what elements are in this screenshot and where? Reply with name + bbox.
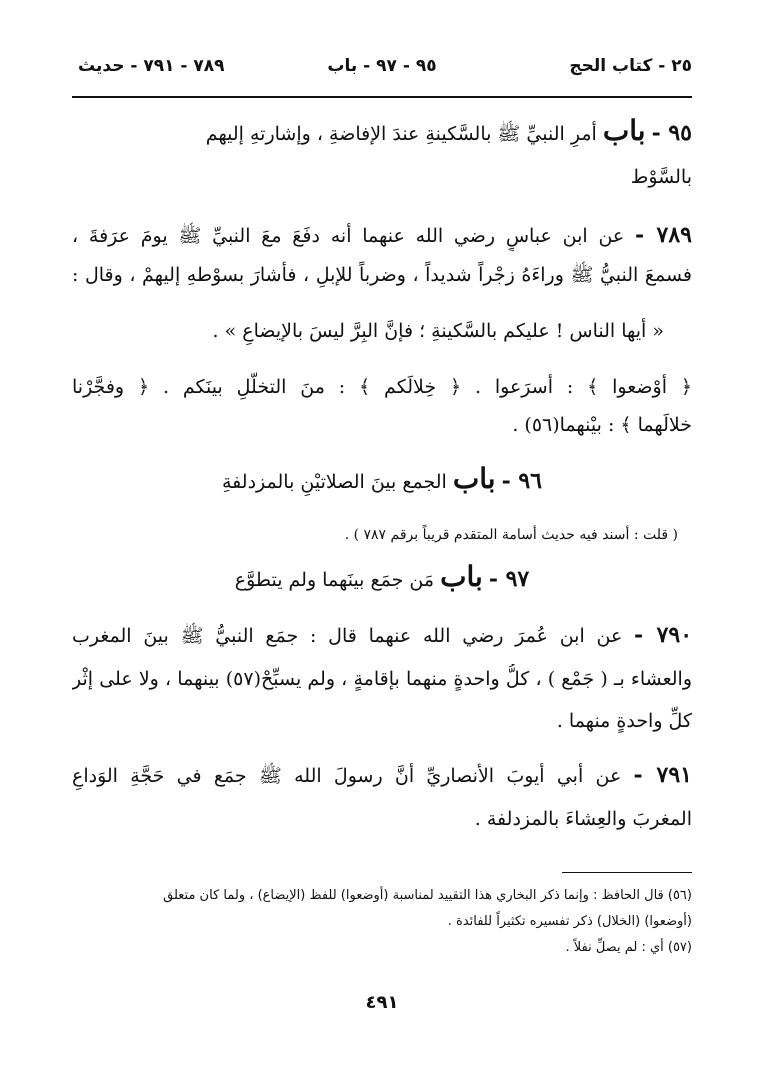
hadith-789-line-4: ﴿ أوْضعوا ﴾ : أسرَعوا . ﴿ خِلالَكم ﴾ : منَ التخلُّلِ بينَكم . ﴿ وفجَّرْنا — [72, 376, 692, 398]
footnote-56-line-1: (٥٦) قال الحافظ : وإنما ذكر البخاري هذا التقييد لمناسبة (أوضعوا) للفظ (الإيضاع) ، ولما كان متعلق — [163, 888, 692, 903]
page-number: ٤٩١ — [365, 992, 399, 1013]
running-header-babs: ٩٥ - ٩٧ - باب — [327, 56, 437, 76]
bab-95-heading — [72, 116, 692, 149]
bab-96-heading — [72, 464, 692, 497]
hadith-791-line-1 — [72, 760, 692, 791]
running-header-hadiths: ٧٨٩ - ٧٩١ - حديث — [78, 56, 225, 76]
hadith-text: عن ابن عباسٍ رضي الله عنهما أنه دفَعَ معَ النبيِّ ﷺ يومَ عرَفةَ ، — [72, 225, 625, 247]
hadith-text: عن أبي أيوبَ الأنصاريِّ أنَّ رسولَ الله ﷺ جمَع في حَجَّةِ الوَداعِ — [72, 765, 622, 787]
hadith-number: ٧٨٩ - — [635, 222, 692, 248]
hadith-791-line-2: المغربَ والعِشاءَ بالمزدلفة . — [474, 808, 692, 830]
footnote-57: (٥٧) أي : لم يصلِّ نفلاً . — [565, 940, 692, 955]
bab-95-title-continued: بالسَّوْط — [630, 166, 692, 188]
hadith-789-line-3: « أيها الناس ! عليكم بالسَّكينةِ ؛ فإنَّ البِرَّ ليسَ بالإيضاعِ » . — [212, 320, 664, 342]
running-header-chapter: ٢٥ - كتاب الحج — [569, 56, 692, 76]
bab-number: ٩٦ - — [501, 468, 542, 494]
hadith-790-line-2: والعشاء بـ ( جَمْع ) ، كلُّ واحدةٍ منهما بإقامةٍ ، ولم يسبِّحْ(٥٧) بينهما ، ولا على إثْر — [72, 668, 692, 690]
hadith-number: ٧٩١ - — [633, 762, 692, 788]
footnote-rule — [562, 872, 692, 873]
bab-title: مَن جمَع بينَهما ولم يتطوَّع — [234, 569, 435, 591]
bab-title: الجمع بينَ الصلاتيْنِ بالمزدلفةِ — [222, 471, 447, 493]
hadith-number: ٧٩٠ - — [634, 622, 692, 648]
hadith-789-line-1 — [72, 220, 692, 251]
bab-word: باب — [440, 562, 483, 593]
hadith-790-line-1 — [72, 620, 692, 651]
bab-number: ٩٥ - — [651, 120, 692, 146]
bab-96-note: ( قلت : أسند فيه حديث أسامة المتقدم قريباً برقم ٧٨٧ ) . — [344, 527, 678, 543]
bab-title: أمرِ النبيِّ ﷺ بالسَّكينةِ عندَ الإفاضةِ ، وإشارتهِ إليهم — [205, 123, 597, 145]
hadith-789-line-2: فسمعَ النبيُّ ﷺ وراءَهُ زجْراً شديداً ، وضرباً للإبلِ ، فأشارَ بسوْطهِ إليهمْ ، وقال : — [72, 264, 692, 286]
bab-number: ٩٧ - — [488, 566, 530, 592]
hadith-789-line-5: خلالَهما ﴾ : بيْنهما(٥٦) . — [512, 414, 692, 436]
header-rule — [72, 96, 692, 98]
hadith-790-line-3: كلِّ واحدةٍ منهما . — [556, 710, 692, 732]
footnote-56-line-2: (أوضعوا) (الخلال) ذكر تفسيره تكثيراً للفائدة . — [447, 914, 692, 929]
bab-word: باب — [452, 464, 496, 495]
bab-word: باب — [602, 116, 646, 147]
hadith-text: عن ابن عُمرَ رضي الله عنهما قال : جمَع النبيُّ ﷺ بينَ المغرب — [72, 625, 623, 647]
bab-97-heading — [72, 562, 692, 595]
